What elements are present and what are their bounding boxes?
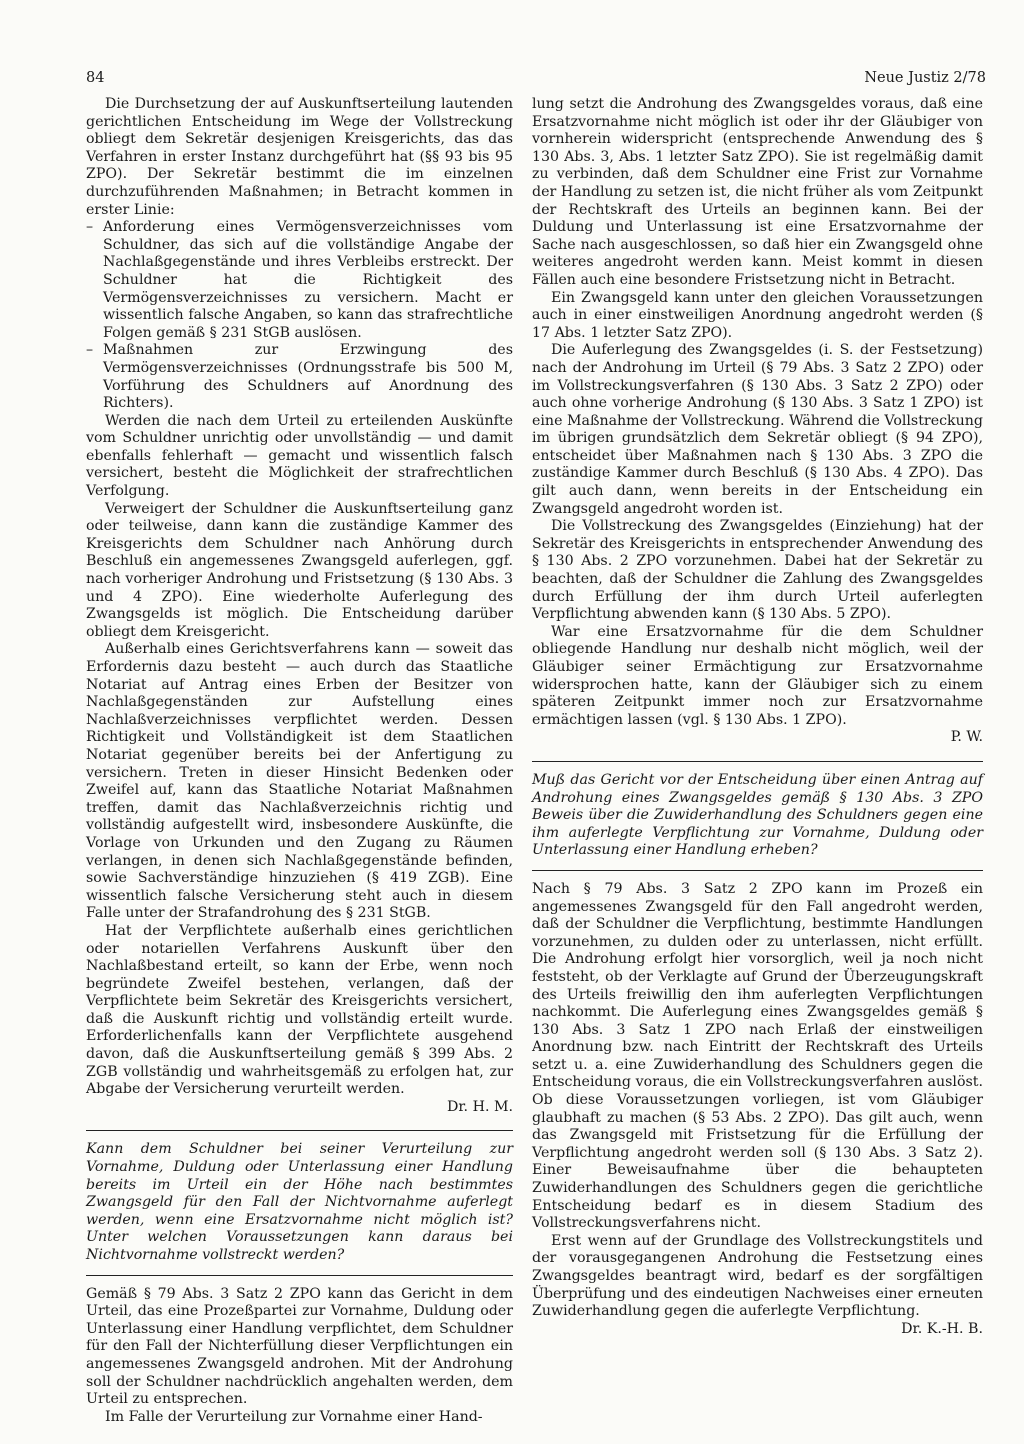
- paragraph: Verweigert der Schuldner die Auskunftserteilung ganz oder teilweise, dann kann die zuständige Kammer des Kreisgerichts dem Schuldner nach Anhörung durch Beschluß ein angemessenes Zwangsgeld auferlegen, ggf. nach vorheriger Androhung und Fristsetzung (§ 130 Abs. 3 und 4 ZPO). Eine wiederholte Auferlegung des Zwangsgelds ist möglich. Die Entscheidung darüber obliegt dem Kreisgericht.: [86, 500, 513, 640]
- list-item: – Anforderung eines Vermögensverzeichnisses vom Schuldner, das sich auf die vollständige Angabe der Nachlaßgegenstände und ihres Verbleibs erstreckt. Der Schuldner hat die Richtigkeit des Vermögensverzeichnisses zu versichern. Macht er wissentlich falsche Angaben, so kann das strafrechtliche Folgen gemäß § 231 StGB auslösen.: [86, 219, 513, 342]
- author-signature: Dr. K.-H. B.: [901, 1320, 983, 1337]
- question-box: [86, 1130, 513, 1275]
- question-box: [532, 761, 983, 871]
- left-column: [86, 96, 513, 1426]
- paragraph: Gemäß § 79 Abs. 3 Satz 2 ZPO kann das Gericht in dem Urteil, das eine Prozeßpartei zur Vornahme, Duldung oder Unterlassung einer Handlung verpflichtet, dem Schuldner für den Fall der Nichterfüllung dieser Verpflichtungen ein angemessenes Zwangsgeld androhen. Mit der Androhung soll der Schuldner nachdrücklich angehalten werden, dem Urteil zu entsprechen.: [86, 1285, 513, 1408]
- paragraph: Die Durchsetzung der auf Auskunftserteilung lautenden gerichtlichen Entscheidung im Wege der Vollstreckung obliegt dem Sekretär desjenigen Kreisgerichts, das das Verfahren in erster Instanz durchgeführt hat (§§ 93 bis 95 ZPO). Der Sekretär bestimmt die im einzelnen durchzuführenden Maßnahmen; in Betracht kommen in erster Linie:: [86, 96, 513, 218]
- paragraph: Ein Zwangsgeld kann unter den gleichen Voraussetzungen auch in einer einstweiligen Anordnung angedroht werden (§ 17 Abs. 1 letzter Satz ZPO).: [532, 289, 983, 341]
- paragraph: Erst wenn auf der Grundlage des Vollstreckungstitels und der vorausgegangenen Androhung die Festsetzung eines Zwangsgeldes beantragt wird, bedarf es der sorgfältigen Überprüfung und des eindeutigen Nachweises einer erneuten Zuwiderhandlung gegen die auferlegte Verpflichtung.: [532, 1232, 983, 1320]
- paragraph: Hat der Verpflichtete außerhalb eines gerichtlichen oder notariellen Verfahrens Auskunft über den Nachlaßbestand erteilt, so kann der Erbe, wenn noch begründete Zweifel bestehen, verlangen, daß der Verpflichtete beim Sekretär des Kreisgerichts versichert, daß die Auskunft richtig und vollständig erteilt wurde. Erforderlichenfalls kann der Verpflichtete ausgehend davon, daß die Auskunftserteilung gemäß § 399 Abs. 2 ZGB vollständig und wahrheitsgemäß zu erfolgen hat, zur Abgabe der Versicherung verurteilt werden.: [86, 922, 513, 1098]
- paragraph: War eine Ersatzvornahme für die dem Schuldner obliegende Handlung nur deshalb nicht möglich, weil der Gläubiger seiner Ermächtigung zur Ersatzvornahme widersprochen hatte, kann der Gläubiger sich zu einem späteren Zeitpunkt immer noch zur Ersatzvornahme ermächtigen lassen (vgl. § 130 Abs. 1 ZPO).: [532, 623, 983, 728]
- right-column: [532, 96, 983, 1338]
- author-signature: Dr. H. M.: [446, 1098, 513, 1115]
- list-item: – Maßnahmen zur Erzwingung des Vermögensverzeichnisses (Ordnungsstrafe bis 500 M, Vorführung des Schuldners auf Anordnung des Richters).: [86, 342, 513, 412]
- paragraph: Im Falle der Verurteilung zur Vornahme einer Hand-: [105, 1408, 483, 1425]
- paragraph: Werden die nach dem Urteil zu erteilenden Auskünfte vom Schuldner unrichtig oder unvollständig — und damit ebenfalls fehlerhaft — gemacht und wissentlich falsch versichert, besteht die Möglichkeit der strafrechtlichen Verfolgung.: [86, 412, 513, 500]
- page-number: 84: [86, 70, 105, 86]
- page-header: [86, 70, 986, 92]
- question-text: Muß das Gericht vor der Entscheidung über einen Antrag auf Androhung eines Zwangsgeldes gemäß § 130 Abs. 3 ZPO Beweis über die Zuwiderhandlung des Schuldners gegen eine ihm auferlegte Verpflichtung zur Vornahme, Duldung oder Unterlassung einer Handlung erheben?: [532, 771, 983, 859]
- question-text: Kann dem Schuldner bei seiner Verurteilung zur Vornahme, Duldung oder Unterlassung einer Handlung bereits im Urteil ein der Höhe nach bestimmtes Zwangsgeld für den Fall der Nichtvornahme auferlegt werden, wenn eine Ersatzvornahme nicht möglich ist? Unter welchen Voraussetzungen kann daraus bei Nichtvornahme vollstreckt werden?: [86, 1141, 513, 1263]
- paragraph: Die Auferlegung des Zwangsgeldes (i. S. der Festsetzung) nach der Androhung im Urteil (§ 79 Abs. 3 Satz 2 ZPO) oder im Vollstreckungsverfahren (§ 130 Abs. 3 Satz 2 ZPO) oder auch ohne vorherige Androhung (§ 130 Abs. 3 Satz 1 ZPO) ist eine Maßnahme der Vollstreckung. Während die Vollstreckung im übrigen grundsätzlich dem Sekretär obliegt (§ 94 ZPO), entscheidet über Maßnahmen nach § 130 Abs. 3 ZPO die zuständige Kammer durch Beschluß (§ 130 Abs. 4 ZPO). Das gilt auch dann, wenn bereits in der Entscheidung ein Zwangsgeld angedroht worden ist.: [532, 342, 983, 517]
- author-signature: P. W.: [950, 729, 983, 746]
- paragraph: Außerhalb eines Gerichtsverfahrens kann — soweit das Erfordernis dazu besteht — auch durch das Staatliche Notariat auf Antrag eines Erben der Besitzer von Nachlaßgegenständen zur Aufstellung eines Nachlaßverzeichnisses verpflichtet werden. Dessen Richtigkeit und Vollständigkeit ist dem Staatlichen Notariat gegenüber bereits bei der Anfertigung zu versichern. Treten in dieser Hinsicht Bedenken oder Zweifel auf, kann das Staatliche Notariat Maßnahmen treffen, damit das Nachlaßverzeichnis richtig und vollständig aufgestellt wird, insbesondere Auskünfte, die Vorlage von Urkunden und den Zugang zu Räumen verlangen, in denen sich Nachlaßgegenstände befinden, sowie Sachverständige hinzuziehen (§ 419 ZGB). Eine wissentlich falsche Versicherung steht auch in diesem Falle unter der Strafandrohung des § 231 StGB.: [86, 641, 513, 922]
- paragraph: Die Vollstreckung des Zwangsgeldes (Einziehung) hat der Sekretär des Kreisgerichts in entsprechender Anwendung des § 130 Abs. 2 ZPO vorzunehmen. Dabei hat der Sekretär zu beachten, daß der Schuldner die Zahlung des Zwangsgeldes durch Erfüllung der ihm durch Urteil auferlegten Verpflichtung abwenden kann (§ 130 Abs. 5 ZPO).: [532, 518, 983, 623]
- paragraph: lung setzt die Androhung des Zwangsgeldes voraus, daß eine Ersatzvornahme nicht möglich ist oder ihr der Gläubiger von vornherein widerspricht (entsprechende Anwendung des § 130 Abs. 3, Abs. 1 letzter Satz ZPO). Sie ist regelmäßig damit zu verbinden, daß dem Schuldner eine Frist zur Vornahme der Handlung zu setzen ist, die nicht früher als vom Zeitpunkt der Rechtskraft des Urteils an beginnen kann. Bei der Duldung und Unterlassung ist eine Ersatzvornahme der Sache nach ausgeschlossen, so daß hier ein Zwangsgeld ohne weiteres angedroht werden kann. Meist kommt in diesen Fällen auch eine besondere Fristsetzung nicht in Betracht.: [532, 96, 983, 288]
- measure-list: [86, 219, 513, 413]
- paragraph: Nach § 79 Abs. 3 Satz 2 ZPO kann im Prozeß ein angemessenes Zwangsgeld für den Fall angedroht werden, daß der Schuldner die Verpflichtung, bestimmte Handlungen vorzunehmen, zu dulden oder zu unterlassen, nicht erfüllt. Die Androhung erfolgt hier vorsorglich, weil ja noch nicht feststeht, ob der Verklagte auf Grund der Überzeugungskraft des Urteils freiwillig den ihm auferlegten Verpflichtungen nachkommt. Die Auferlegung eines Zwangsgeldes gemäß § 130 Abs. 3 Satz 1 ZPO nach Erlaß der einstweiligen Anordnung bzw. nach Eintritt der Rechtskraft des Urteils setzt u. a. eine Zuwiderhandlung des Schuldners gegen die Entscheidung voraus, die ein Vollstreckungsverfahren auslöst. Ob diese Voraussetzungen vorliegen, ist vom Gläubiger glaubhaft zu machen (§ 53 Abs. 2 ZPO). Das gilt auch, wenn das Zwangsgeld mit Fristsetzung für die Erfüllung der Verpflichtung angedroht werden soll (§ 130 Abs. 3 Satz 2). Einer Beweisaufnahme über die behaupteten Zuwiderhandlungen des Schuldners gegen die gerichtliche Entscheidung bedarf es in diesem Stadium des Vollstreckungsverfahrens nicht.: [532, 880, 983, 1232]
- journal-title: Neue Justiz 2/78: [864, 70, 986, 86]
